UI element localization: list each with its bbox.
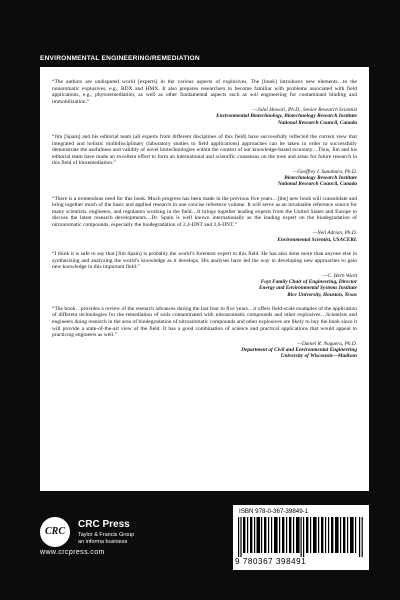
review-attribution — [52, 169, 357, 188]
review-noguera — [52, 306, 357, 360]
crc-logo-icon — [40, 517, 70, 547]
reviewer-affiliation-2: National Research Council, Canada — [277, 119, 357, 126]
reviewer-name: —Jalal Hawari, Ph.D., Senior Research Scientist — [252, 107, 357, 114]
review-ward — [52, 251, 357, 298]
review-quote: “There is a tremendous need for this book. Much progress has been made in the previous five years…[the] new book will consolidate and bring together much of the basic and applied research in one concise reference volume. It will serve as an invaluable reference source for many scientists, engineers, and regulators working in the field…It brings together leading experts from the United States and Europe to discuss the latest research developments…Dr. Spain is well known internationally as the leading expert on the biodegradation of nitroaromatic compounds, especially the biodegradation of 2,4-DNT and 2,6-DNT.” — [52, 195, 357, 228]
review-quote: “I think it is safe to say that [Jim Spain] is probably the world’s foremost expert in this field. He has also done more than anyone else in synthesizing and analyzing the world’s knowledge as it develops. His analyses have led the way in developing new approaches to gain new knowledge in this important field.” — [52, 251, 357, 271]
review-quote: “The book…provides a review of the research advances during the last four to five years…it offers field-scale examples of the application of different technologies for the remediation of soils contaminated with nitroaromatic compounds and other explosives…Scientists and engineers doing research in the area of biodegradation of nitroaromatic compounds and other explosives are likely to buy the book since it will provide a state-of-the-art view of the field. It has a good combination of science and practical applications that would appeal to practicing engineers as well.” — [52, 305, 357, 339]
reviewer-name: —C. Herb Ward — [322, 272, 357, 279]
reviewer-affiliation-2: National Research Council, Canada — [277, 181, 357, 188]
publisher-group: Taylor & Francis Group — [78, 532, 135, 538]
review-hawari — [52, 79, 357, 126]
review-attribution — [52, 107, 357, 126]
review-adrian — [52, 196, 357, 243]
isbn-number: ISBN 978-0-367-39849-1 — [239, 508, 309, 515]
barcode-number: 9 780367 398491 — [235, 557, 307, 566]
reviewer-affiliation-2: Energy and Environmental Systems Institute — [258, 285, 357, 292]
review-quote: “The authors are undisputed world [experts] in the various aspects of explosives. The [book] introduces new elements…to the nonaromatic explosives, e.g., RDX and HMX. It also prepares researchers to become familiar with problems associated with field applications, e.g., phytoremediation, as well as other fundamental aspects such as soil engineering for contaminant binding and immobilization.” — [52, 79, 357, 105]
reviewer-name: —Neil Adrian, Ph.D. — [312, 230, 357, 237]
barcode-bars-icon — [238, 517, 364, 557]
reviewer-affiliation-1: Foyt Family Chair of Engineering, Director — [260, 278, 357, 285]
review-attribution — [52, 273, 357, 298]
review-quote: “Jim [Spain] and his editorial team (all experts from different disciplines of this field) have successfully reflected the current view that integrated and holistic multidisciplinary (laboratory studies to field applications) approaches can be taken in order to successfully demonstrate the usefulness and validity of novel biotechnologies within the context of our knowledge-based economy…Thus, Jim and his editorial team have made an excellent effort to form an international and scientific consensus on the tone and areas for future research in this field of bioremediation.” — [52, 134, 357, 167]
reviews-panel — [40, 67, 369, 491]
review-attribution — [52, 341, 357, 360]
reviewer-name: —Geoffrey I. Sunahara, Ph.D. — [292, 168, 357, 175]
reviewer-affiliation-1: Environmental Biotechnology, Biotechnology Research Institute — [216, 113, 357, 120]
reviewer-affiliation-2: University of Wisconsin—Madison — [280, 353, 357, 360]
reviewer-affiliation-1: Biotechnology Research Institute — [284, 175, 357, 182]
reviewer-affiliation-1: Environmental Scientist, USACERL — [277, 236, 357, 243]
series-category: ENVIRONMENTAL ENGINEERING/REMEDIATION — [40, 55, 200, 62]
isbn-barcode — [233, 505, 369, 570]
reviewer-name: —Daniel R. Noguera, Ph.D. — [297, 340, 357, 347]
publisher-business: an informa business — [78, 539, 128, 545]
reviewer-affiliation-3: Rice University, Houston, Texas — [287, 291, 357, 298]
review-attribution — [52, 230, 357, 243]
crc-logo-text: CRC — [45, 526, 66, 537]
publisher-website[interactable]: www.crcpress.com — [40, 549, 105, 556]
publisher-name: CRC Press — [78, 519, 130, 530]
reviewer-affiliation-1: Department of Civil and Environmental Engineering — [241, 346, 357, 353]
review-sunahara — [52, 134, 357, 188]
